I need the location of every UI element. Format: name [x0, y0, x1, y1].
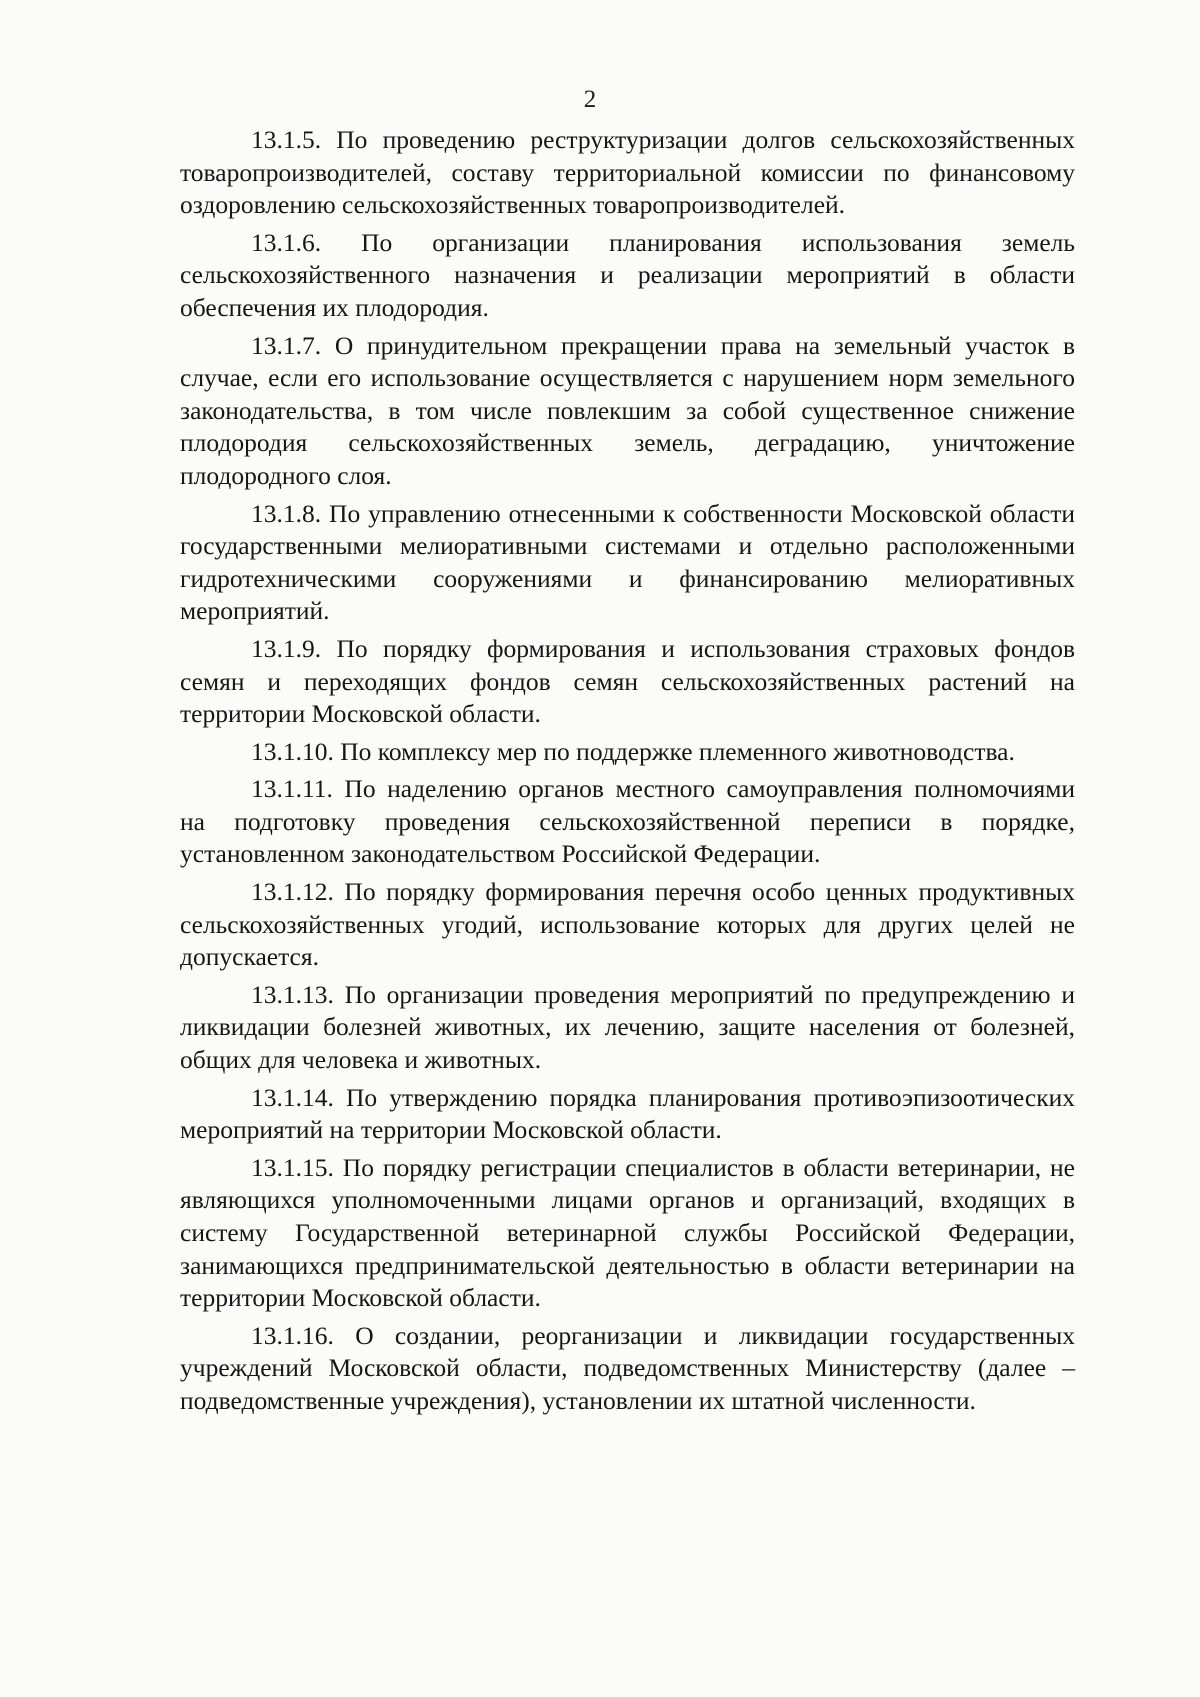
paragraph-13-1-13: 13.1.13. По организации проведения мероприятий по предупреждению и ликвидации болезней животных, их лечению, защите населения от болезней, общих для человека и животных.	[180, 979, 1075, 1075]
paragraph-13-1-9: 13.1.9. По порядку формирования и использования страховых фондов семян и переходящих фондов семян сельскохозяйственных растений на территории Московской области.	[180, 633, 1075, 729]
paragraph-13-1-5: 13.1.5. По проведению реструктуризации долгов сельскохозяйственных товаропроизводителей, составу территориальной комиссии по финансовому оздоровлению сельскохозяйственных товаропроизводителей.	[180, 125, 1075, 220]
paragraph-13-1-8: 13.1.8. По управлению отнесенными к собственности Московской области государственными мелиоративными системами и отдельно расположенными гидротехническими сооружениями и финансированию мелиоративных мероприятий.	[180, 498, 1075, 626]
paragraph-13-1-14: 13.1.14. По утверждению порядка планирования противоэпизоотических мероприятий на территории Московской области.	[180, 1082, 1075, 1145]
paragraph-13-1-16: 13.1.16. О создании, реорганизации и ликвидации государственных учреждений Московской области, подведомственных Министерству (далее – подведомственные учреждения), установлении их штатной численности.	[180, 1320, 1075, 1415]
paragraph-13-1-10: 13.1.10. По комплексу мер по поддержке племенного животноводства.	[251, 736, 1015, 766]
paragraph-13-1-12: 13.1.12. По порядку формирования перечня особо ценных продуктивных сельскохозяйственных угодий, использование которых для других целей не допускается.	[180, 877, 1075, 972]
document-body	[180, 124, 1075, 1423]
page-number: 2	[583, 86, 597, 113]
paragraph-13-1-7: 13.1.7. О принудительном прекращении права на земельный участок в случае, если его использование осуществляется с нарушением норм земельного законодательства, в том числе повлекшим за собой существенное снижение плодородия сельскохозяйственных земель, деградацию, уничтожение плодородного слоя.	[180, 330, 1075, 490]
paragraph-13-1-6: 13.1.6. По организации планирования использования земель сельскохозяйственного назначения и реализации мероприятий в области обеспечения их плодородия.	[180, 227, 1075, 322]
paragraph-13-1-15: 13.1.15. По порядку регистрации специалистов в области ветеринарии, не являющихся уполномоченными лицами органов и организаций, входящих в систему Государственной ветеринарной службы Российской Федерации, занимающихся предпринимательской деятельностью в области ветеринарии на территории Московской области.	[180, 1152, 1075, 1313]
paragraph-13-1-11: 13.1.11. По наделению органов местного самоуправления полномочиями на подготовку проведения сельскохозяйственной переписи в порядке, установленном законодательством Российской Федерации.	[180, 774, 1075, 869]
